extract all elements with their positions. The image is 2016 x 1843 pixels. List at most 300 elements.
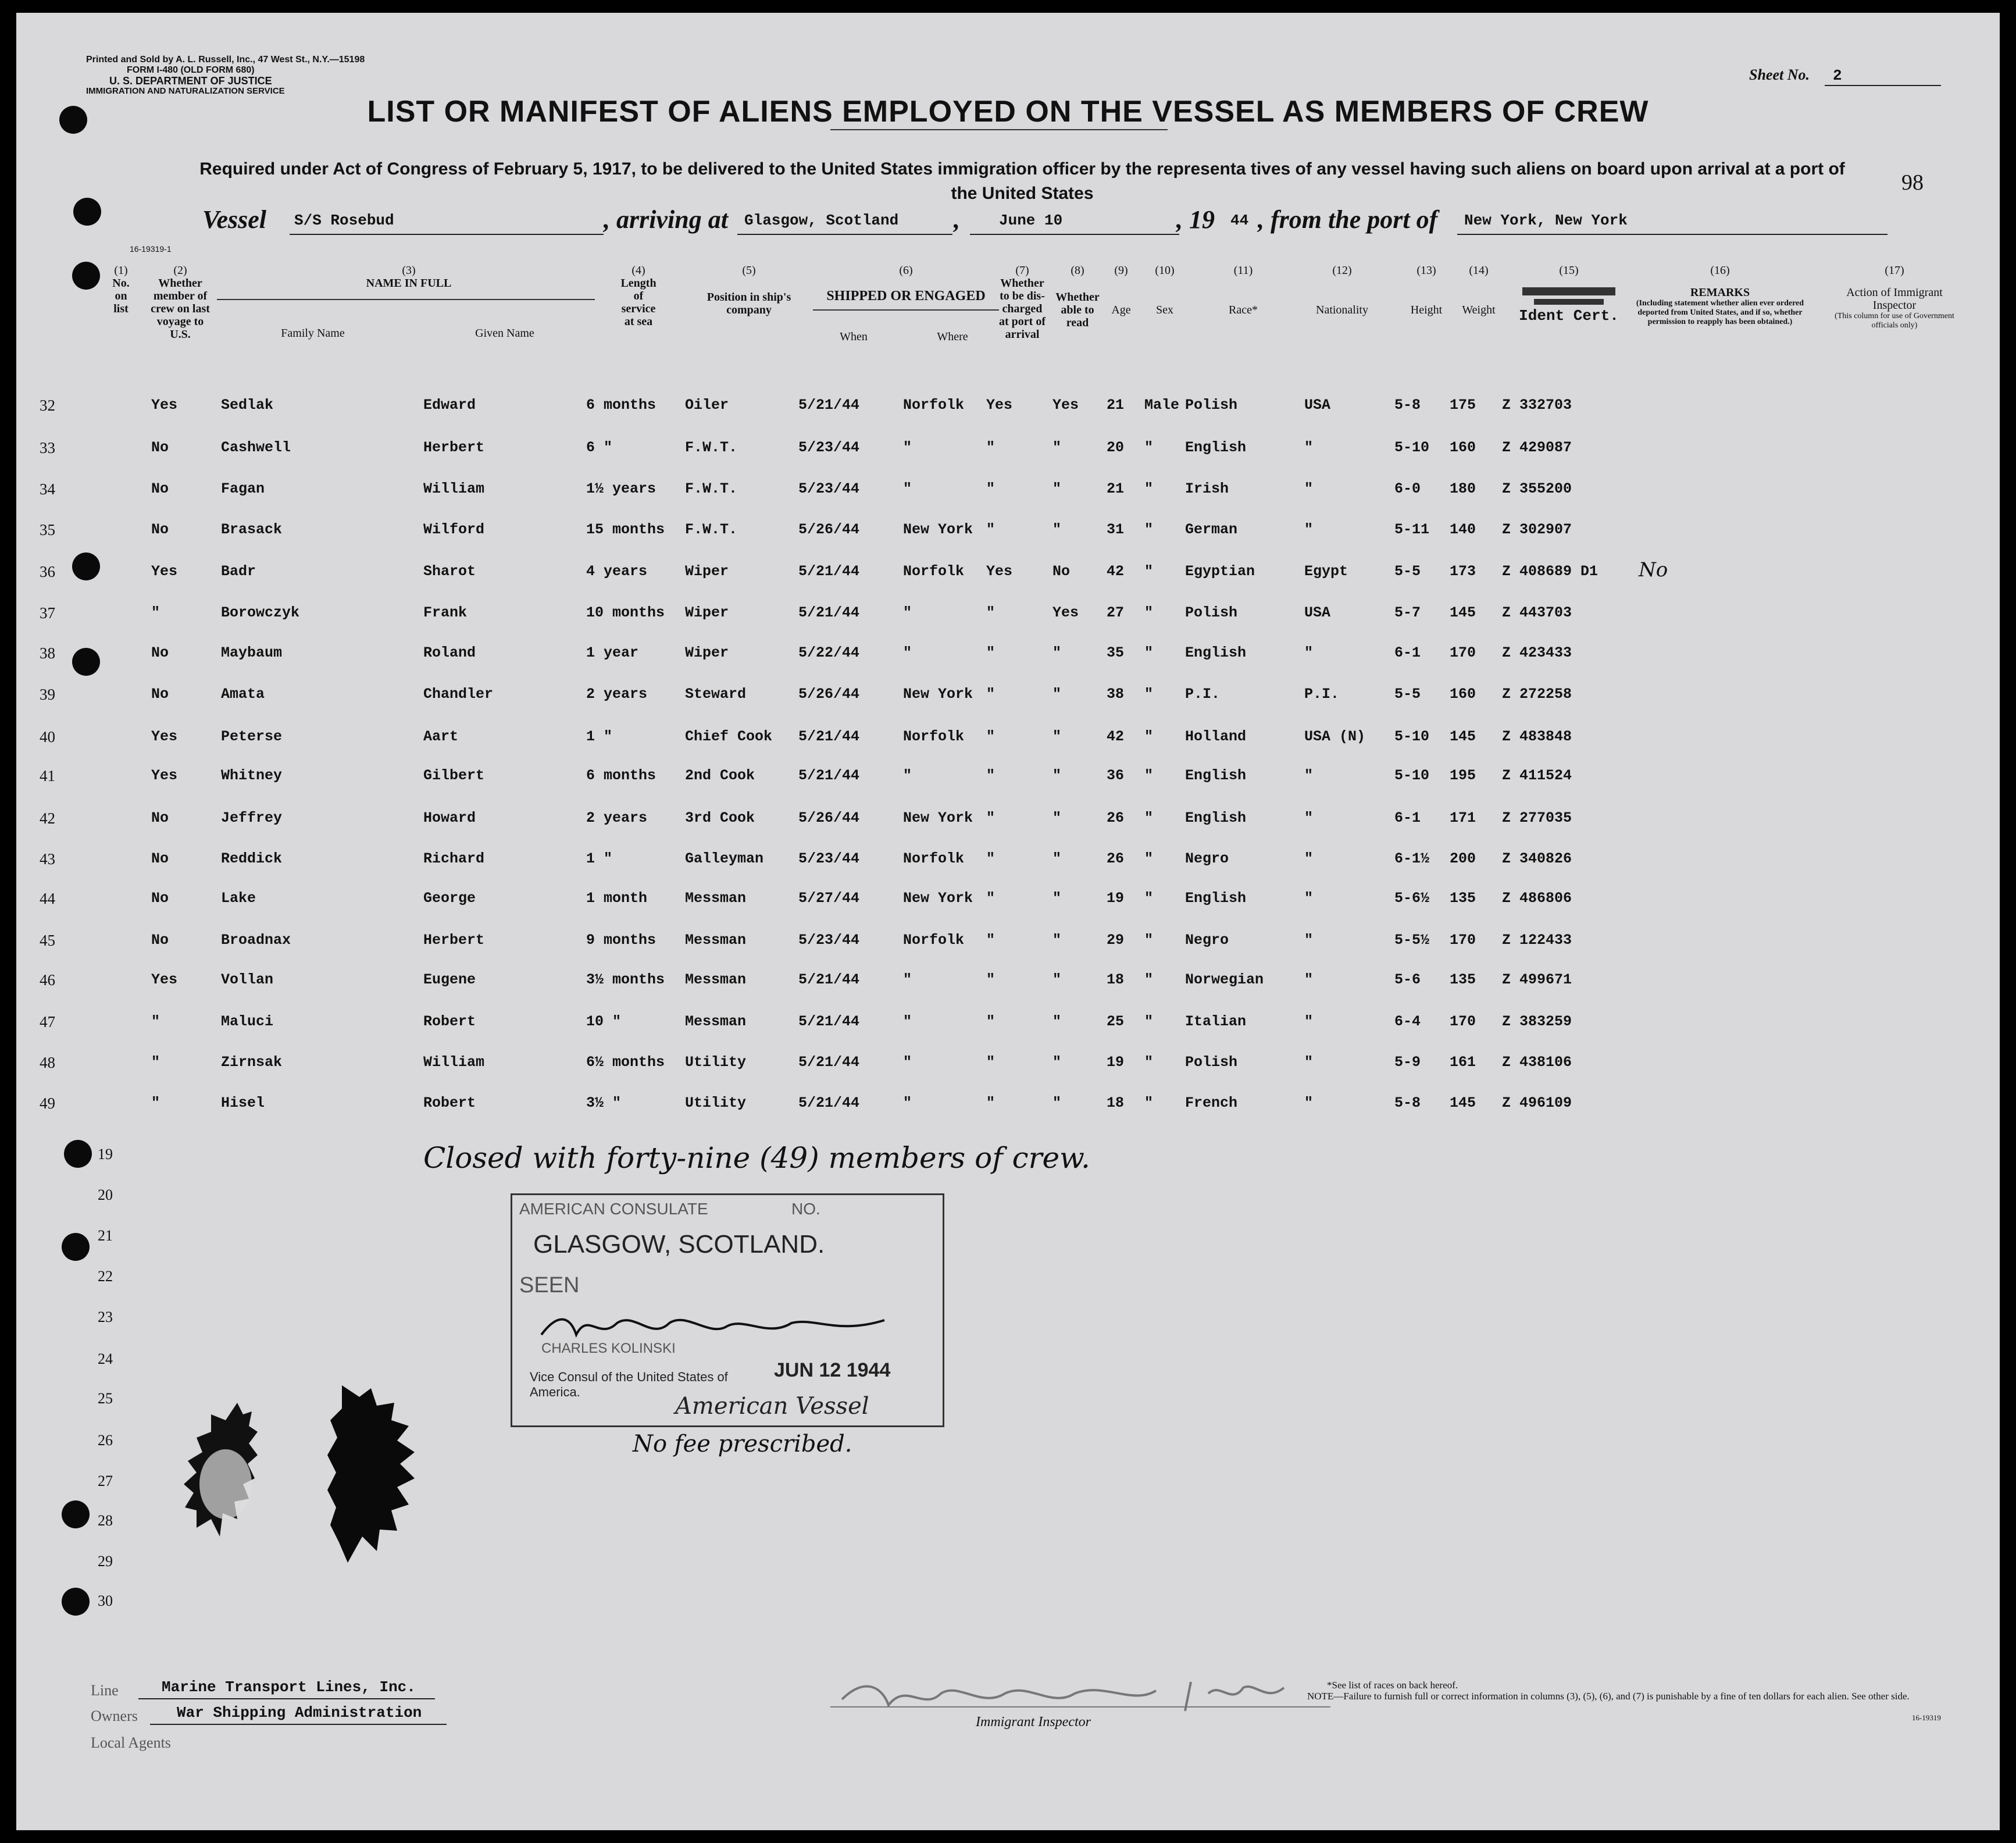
- weight: 160: [1450, 439, 1476, 456]
- nationality: ": [1304, 971, 1314, 988]
- service-length: 6½ months: [586, 1054, 665, 1071]
- height: 5-6: [1394, 971, 1421, 988]
- col8-header: [1051, 264, 1104, 329]
- punch-hole: [72, 262, 100, 290]
- shipped-where: Norfolk: [903, 850, 965, 867]
- race: German: [1185, 521, 1238, 538]
- age: 27: [1107, 604, 1125, 621]
- ident-cert: Z 496109: [1502, 1095, 1572, 1111]
- discharged: ": [986, 686, 995, 703]
- nationality: ": [1304, 521, 1314, 538]
- sex: ": [1144, 1054, 1154, 1071]
- ident-cert: Z 383259: [1502, 1013, 1572, 1030]
- race: Polish: [1185, 397, 1238, 413]
- row-number: 33: [40, 439, 55, 457]
- col3-label: NAME IN FULL: [366, 277, 452, 290]
- position: Steward: [685, 686, 747, 703]
- shipped-where: ": [903, 604, 912, 621]
- sex: ": [1144, 439, 1154, 456]
- nationality: Egypt: [1304, 563, 1348, 580]
- row-number: 44: [40, 890, 55, 907]
- last-voyage: No: [151, 439, 169, 456]
- ident-cert: Z 411524: [1502, 767, 1572, 784]
- last-voyage: No: [151, 850, 169, 867]
- row-number: 34: [40, 480, 55, 498]
- shipped-when: 5/21/44: [798, 563, 860, 580]
- shipped-when: 5/21/44: [798, 767, 860, 784]
- inspector-rule: [830, 1706, 1330, 1707]
- shipped-where: Norfolk: [903, 397, 965, 413]
- last-voyage: No: [151, 932, 169, 949]
- col16-num: (16): [1710, 264, 1730, 277]
- service-length: 6 ": [586, 439, 613, 456]
- sex: ": [1144, 521, 1154, 538]
- shipped-when: 5/21/44: [798, 604, 860, 621]
- shipped-where: New York: [903, 686, 973, 703]
- col2-label: Whether member of crew on last voyage to U.S.: [151, 277, 210, 341]
- col2-header: [145, 264, 215, 341]
- position: Wiper: [685, 644, 729, 661]
- height: 6-4: [1394, 1013, 1421, 1030]
- race: English: [1185, 767, 1247, 784]
- row-number: 48: [40, 1054, 55, 1071]
- nationality: ": [1304, 1013, 1314, 1030]
- discharged: Yes: [986, 563, 1013, 580]
- weight: 145: [1450, 604, 1476, 621]
- able-to-read: ": [1052, 890, 1062, 907]
- given-name: Frank: [423, 604, 468, 621]
- position: Wiper: [685, 604, 729, 621]
- col7-header: [993, 264, 1051, 341]
- family-name: Broadnax: [221, 932, 291, 949]
- discharged: ": [986, 890, 995, 907]
- table-row: [16, 1054, 2000, 1077]
- given-name: Chandler: [423, 686, 494, 703]
- fine-note: NOTE—Failure to furnish full or correct information in columns (3), (5), (6), and (7) is punishable by a fine of ten dollars for each alien. See other side.: [1307, 1691, 1910, 1702]
- given-name: George: [423, 890, 476, 907]
- page-number: 98: [1901, 170, 1924, 195]
- ident-cert: Z 355200: [1502, 480, 1572, 497]
- punch-hole: [62, 1588, 90, 1616]
- given-name: Robert: [423, 1013, 476, 1030]
- col8-num: (8): [1071, 264, 1084, 277]
- row-number: 41: [40, 767, 55, 785]
- weight: 135: [1450, 971, 1476, 988]
- able-to-read: Yes: [1052, 397, 1079, 413]
- punch-hole: [62, 1500, 90, 1528]
- age: 21: [1107, 397, 1125, 413]
- ident-cert: Z 332703: [1502, 397, 1572, 413]
- service-length: 3½ ": [586, 1095, 622, 1111]
- col6-num: (6): [899, 264, 913, 277]
- race: English: [1185, 644, 1247, 661]
- family-name: Peterse: [221, 728, 283, 745]
- age: 35: [1107, 644, 1125, 661]
- race: Holland: [1185, 728, 1247, 745]
- punch-hole: [73, 198, 101, 226]
- printer-line: Printed and Sold by A. L. Russell, Inc., 47 West St., N.Y.—15198: [86, 55, 365, 65]
- punch-hole: [64, 1140, 92, 1168]
- sheet-number-line: [1825, 85, 1941, 86]
- shipped-when: 5/21/44: [798, 1013, 860, 1030]
- ident-cert: Z 122433: [1502, 932, 1572, 949]
- col11-num: (11): [1233, 264, 1253, 277]
- from-port-line: [1457, 234, 1887, 235]
- shipped-where: Norfolk: [903, 563, 965, 580]
- shipped-where: ": [903, 767, 912, 784]
- given-name: Sharot: [423, 563, 476, 580]
- family-name: Cashwell: [221, 439, 291, 456]
- discharged: ": [986, 971, 995, 988]
- table-row: [16, 558, 2000, 586]
- shipped-where: Norfolk: [903, 932, 965, 949]
- table-row: [16, 932, 2000, 955]
- discharged: ": [986, 521, 995, 538]
- title-underline: [830, 129, 1168, 130]
- sex: ": [1144, 850, 1154, 867]
- able-to-read: No: [1052, 563, 1071, 580]
- col17-label: Action of Immigrant Inspector: [1846, 286, 1943, 312]
- when-header: When: [840, 330, 868, 343]
- age: 19: [1107, 890, 1125, 907]
- table-row: [16, 1013, 2000, 1036]
- nationality: USA: [1304, 604, 1331, 621]
- nationality: USA: [1304, 397, 1331, 413]
- row-number: 39: [40, 686, 55, 703]
- position: Oiler: [685, 397, 729, 413]
- stamp-handwritten-vessel: American Vessel: [675, 1393, 869, 1420]
- service-length: 6 months: [586, 767, 656, 784]
- age: 25: [1107, 1013, 1125, 1030]
- able-to-read: ": [1052, 728, 1062, 745]
- position: Messman: [685, 971, 747, 988]
- table-row: [16, 439, 2000, 462]
- age: 42: [1107, 728, 1125, 745]
- nationality: ": [1304, 767, 1314, 784]
- col14-num: (14): [1469, 264, 1489, 277]
- weight: 170: [1450, 932, 1476, 949]
- row-number: 32: [40, 397, 55, 414]
- age: 21: [1107, 480, 1125, 497]
- col9-label: Age: [1111, 304, 1131, 316]
- owners-value: War Shipping Administration: [177, 1704, 422, 1721]
- able-to-read: ": [1052, 932, 1062, 949]
- shipped-where: New York: [903, 521, 973, 538]
- remarks: No: [1639, 558, 1668, 582]
- position: Utility: [685, 1095, 747, 1111]
- discharged: ": [986, 644, 995, 661]
- col12-num: (12): [1332, 264, 1352, 277]
- weight: 145: [1450, 728, 1476, 745]
- height: 5-11: [1394, 521, 1430, 538]
- col15-header: [1511, 264, 1627, 325]
- col10-label: Sex: [1156, 304, 1173, 316]
- height: 5-8: [1394, 1095, 1421, 1111]
- shipped-when: 5/21/44: [798, 397, 860, 413]
- race: Polish: [1185, 1054, 1238, 1071]
- shipped-when: 5/26/44: [798, 686, 860, 703]
- nationality: USA (N): [1304, 728, 1366, 745]
- able-to-read: ": [1052, 850, 1062, 867]
- printed-line-number: 21: [98, 1227, 113, 1244]
- weight: 135: [1450, 890, 1476, 907]
- last-voyage: ": [151, 1095, 160, 1111]
- last-voyage: Yes: [151, 563, 178, 580]
- col3-rule: [217, 299, 595, 300]
- race: Negro: [1185, 932, 1229, 949]
- family-name: Jeffrey: [221, 810, 283, 826]
- family-name: Brasack: [221, 521, 283, 538]
- line-label: Line: [91, 1682, 119, 1699]
- col12-label: Nationality: [1316, 304, 1368, 316]
- given-name: Herbert: [423, 932, 485, 949]
- last-voyage: No: [151, 480, 169, 497]
- able-to-read: ": [1052, 686, 1062, 703]
- printed-line-number: 20: [98, 1186, 113, 1203]
- height: 5-7: [1394, 604, 1421, 621]
- service-length: 10 ": [586, 1013, 622, 1030]
- vessel-name: S/S Rosebud: [294, 212, 394, 229]
- family-name: Sedlak: [221, 397, 274, 413]
- crossed-out-label: [1534, 299, 1604, 305]
- closing-note: Closed with forty-nine (49) members of crew.: [423, 1141, 1090, 1175]
- ident-cert: Z 277035: [1502, 810, 1572, 826]
- printed-line-number: 22: [98, 1268, 113, 1285]
- col8-label: Whether able to read: [1055, 291, 1100, 329]
- last-voyage: No: [151, 521, 169, 538]
- vessel-name-line: [290, 234, 604, 235]
- shipped-when: 5/21/44: [798, 971, 860, 988]
- age: 26: [1107, 850, 1125, 867]
- height: 5-5: [1394, 563, 1421, 580]
- sex: ": [1144, 1013, 1154, 1030]
- row-number: 36: [40, 563, 55, 580]
- race: English: [1185, 810, 1247, 826]
- position: 2nd Cook: [685, 767, 755, 784]
- col13-label: Height: [1410, 304, 1443, 316]
- table-row: [16, 890, 2000, 913]
- given-name: Herbert: [423, 439, 485, 456]
- sex: ": [1144, 480, 1154, 497]
- height: 5-10: [1394, 767, 1430, 784]
- service-length: 1 ": [586, 728, 613, 745]
- age: 26: [1107, 810, 1125, 826]
- weight: 195: [1450, 767, 1476, 784]
- family-name: Maybaum: [221, 644, 283, 661]
- height: 5-10: [1394, 439, 1430, 456]
- printer-block: [86, 55, 365, 97]
- sheet-number-value: 2: [1833, 67, 1842, 84]
- age: 36: [1107, 767, 1125, 784]
- able-to-read: ": [1052, 480, 1062, 497]
- table-row: [16, 850, 2000, 874]
- last-voyage: ": [151, 1013, 160, 1030]
- last-voyage: No: [151, 810, 169, 826]
- where-header: Where: [937, 330, 968, 343]
- consulate-stamp: [511, 1193, 944, 1427]
- sex: ": [1144, 1095, 1154, 1111]
- printed-line-number: 25: [98, 1390, 113, 1407]
- col5-header: [691, 264, 807, 316]
- age: 19: [1107, 1054, 1125, 1071]
- able-to-read: ": [1052, 1095, 1062, 1111]
- sex: ": [1144, 686, 1154, 703]
- sex: ": [1144, 604, 1154, 621]
- sex: ": [1144, 563, 1154, 580]
- height: 5-5½: [1394, 932, 1430, 949]
- arriving-port: Glasgow, Scotland: [744, 212, 899, 229]
- department-name: U. S. DEPARTMENT OF JUSTICE: [109, 75, 272, 87]
- shipped-when: 5/26/44: [798, 810, 860, 826]
- ident-cert: Z 443703: [1502, 604, 1572, 621]
- table-row: [16, 686, 2000, 709]
- weight: 161: [1450, 1054, 1476, 1071]
- arrival-date-line: [970, 234, 1179, 235]
- nationality: ": [1304, 439, 1314, 456]
- from-port: New York, New York: [1464, 212, 1628, 229]
- form-number: FORM I-480 (OLD FORM 680): [127, 65, 255, 75]
- given-name: William: [423, 480, 485, 497]
- given-name: Edward: [423, 397, 476, 413]
- row-number: 40: [40, 728, 55, 746]
- col6-rule: [813, 309, 999, 311]
- col16-header: [1627, 264, 1813, 327]
- family-name: Zirnsak: [221, 1054, 283, 1071]
- nationality: ": [1304, 932, 1314, 949]
- given-name: Wilford: [423, 521, 485, 538]
- position: Chief Cook: [685, 728, 773, 745]
- race: P.I.: [1185, 686, 1221, 703]
- age: 20: [1107, 439, 1125, 456]
- given-name: Aart: [423, 728, 459, 745]
- height: 6-0: [1394, 480, 1421, 497]
- arrival-year: 44: [1230, 212, 1249, 229]
- printed-line-number: 29: [98, 1553, 113, 1570]
- discharged: ": [986, 604, 995, 621]
- position: F.W.T.: [685, 480, 738, 497]
- stamp-handwritten-fee: No fee prescribed.: [633, 1431, 852, 1457]
- col13-num: (13): [1416, 264, 1436, 277]
- owners-label: Owners: [91, 1707, 138, 1724]
- col9-num: (9): [1114, 264, 1128, 277]
- table-row: [16, 767, 2000, 790]
- height: 6-1: [1394, 810, 1421, 826]
- col11-header: [1203, 264, 1284, 316]
- able-to-read: ": [1052, 439, 1062, 456]
- family-name: Reddick: [221, 850, 283, 867]
- row-number: 43: [40, 850, 55, 868]
- sheet-number: [1749, 66, 1842, 84]
- line-rule: [138, 1698, 435, 1699]
- col17-num: (17): [1885, 264, 1904, 277]
- col15-num: (15): [1559, 264, 1579, 277]
- stamp-date: JUN 12 1944: [774, 1359, 891, 1381]
- nationality: P.I.: [1304, 686, 1340, 703]
- arrival-date: June 10: [999, 212, 1063, 229]
- ident-cert: Z 423433: [1502, 644, 1572, 661]
- shipped-where: Norfolk: [903, 728, 965, 745]
- row-number: 35: [40, 521, 55, 539]
- col13-header: [1400, 264, 1453, 316]
- discharged: ": [986, 1095, 995, 1111]
- position: Messman: [685, 932, 747, 949]
- age: 29: [1107, 932, 1125, 949]
- service-length: 9 months: [586, 932, 656, 949]
- table-row: [16, 971, 2000, 994]
- col14-label: Weight: [1462, 304, 1496, 316]
- position: Utility: [685, 1054, 747, 1071]
- race: Irish: [1185, 480, 1229, 497]
- service-length: 2 years: [586, 686, 648, 703]
- nationality: ": [1304, 850, 1314, 867]
- sheet-number-label: Sheet No.: [1749, 66, 1810, 83]
- col10-num: (10): [1155, 264, 1175, 277]
- last-voyage: Yes: [151, 397, 178, 413]
- family-name: Whitney: [221, 767, 283, 784]
- discharged: Yes: [986, 397, 1013, 413]
- arriving-port-line: [737, 234, 952, 235]
- age: 18: [1107, 1095, 1125, 1111]
- shipped-when: 5/23/44: [798, 439, 860, 456]
- position: Messman: [685, 1013, 747, 1030]
- owners-rule: [150, 1724, 447, 1725]
- col1-header: [104, 264, 138, 315]
- row-number: 45: [40, 932, 55, 949]
- table-row: [16, 644, 2000, 668]
- weight: 200: [1450, 850, 1476, 867]
- family-name: Borowczyk: [221, 604, 300, 621]
- col17-header: [1825, 264, 1964, 330]
- col2-num: (2): [173, 264, 187, 277]
- col10-header: [1141, 264, 1188, 316]
- given-name: Howard: [423, 810, 476, 826]
- race: English: [1185, 890, 1247, 907]
- discharged: ": [986, 850, 995, 867]
- height: 5-10: [1394, 728, 1430, 745]
- shipped-when: 5/23/44: [798, 932, 860, 949]
- race: Egyptian: [1185, 563, 1255, 580]
- shipped-where: New York: [903, 810, 973, 826]
- last-voyage: ": [151, 604, 160, 621]
- given-name: Eugene: [423, 971, 476, 988]
- arriving-label: , arriving at: [604, 205, 728, 234]
- shipped-when: 5/27/44: [798, 890, 860, 907]
- able-to-read: ": [1052, 971, 1062, 988]
- family-name: Badr: [221, 563, 256, 580]
- last-voyage: Yes: [151, 728, 178, 745]
- stamp-officer: CHARLES KOLINSKI: [541, 1341, 676, 1356]
- family-name: Vollan: [221, 971, 274, 988]
- notary-seal-left: [179, 1397, 261, 1548]
- able-to-read: ": [1052, 1013, 1062, 1030]
- family-name: Hisel: [221, 1095, 265, 1111]
- races-note: *See list of races on back hereof.: [1327, 1680, 1458, 1691]
- nationality: ": [1304, 1054, 1314, 1071]
- comma: ,: [954, 205, 960, 234]
- page-subtitle: Required under Act of Congress of February 5, 1917, to be delivered to the United States immigration officer by the representa tives of any vessel having such aliens on board upon arrival at a port of the United States: [199, 159, 1845, 203]
- nationality: ": [1304, 644, 1314, 661]
- ident-cert: Z 499671: [1502, 971, 1572, 988]
- row-number: 42: [40, 810, 55, 827]
- shipped-when: 5/26/44: [798, 521, 860, 538]
- height: 5-9: [1394, 1054, 1421, 1071]
- crossed-out-label: [1522, 287, 1615, 295]
- given-name: William: [423, 1054, 485, 1071]
- table-row: [16, 521, 2000, 544]
- shipped-where: ": [903, 439, 912, 456]
- footer-notes: [1307, 1680, 1935, 1702]
- punch-hole: [62, 1233, 90, 1261]
